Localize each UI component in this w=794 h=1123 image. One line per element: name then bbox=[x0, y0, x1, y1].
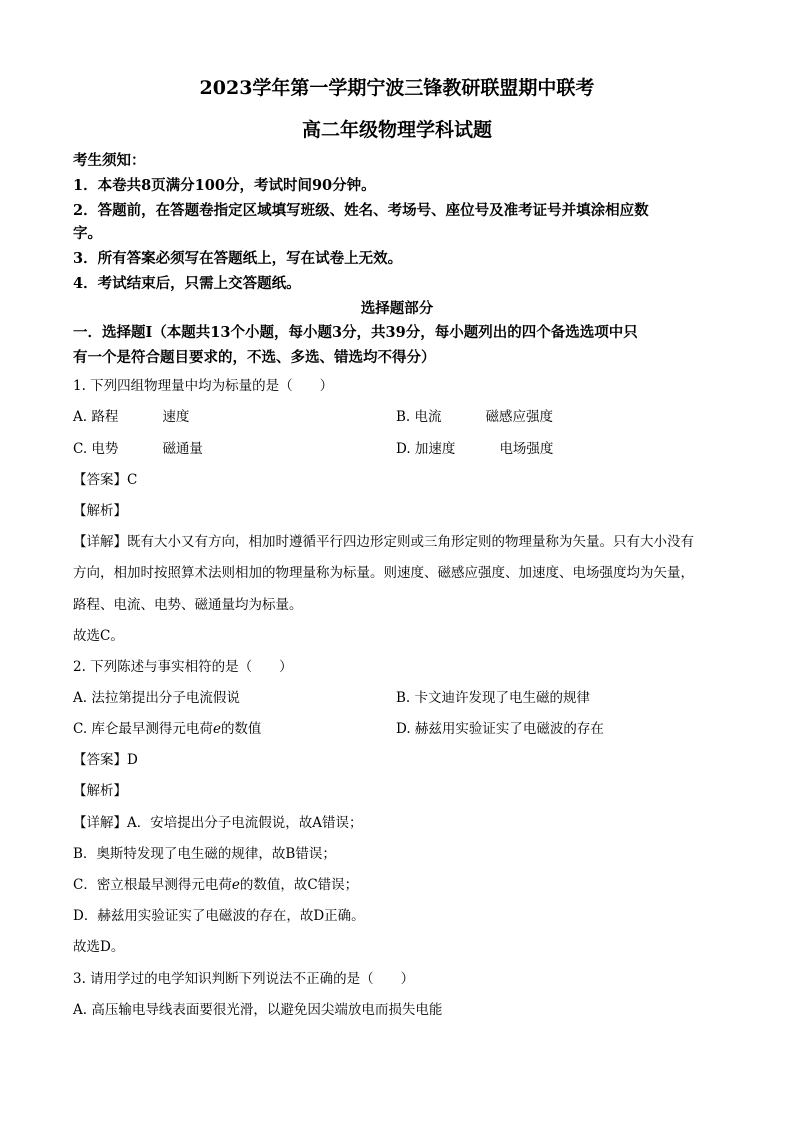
q1-analysis: 【解析】 bbox=[73, 503, 127, 519]
q2-detail-c bbox=[73, 873, 358, 893]
q3-option-a: A. 高压输电导线表面要很光滑，以避免因尖端放电而损失电能 bbox=[73, 1002, 443, 1018]
q2-option-c-post: 的数值 bbox=[220, 721, 262, 737]
q1-option-c bbox=[73, 437, 203, 457]
q2-detail-c-pre: C．密立根最早测得元电荷 bbox=[73, 877, 232, 893]
q1-option-c-2: 磁通量 bbox=[162, 441, 203, 457]
section-intro-1: 一．选择题Ⅰ（本题共13个小题，每小题3分，共39分，每小题列出的四个备选选项中只 bbox=[73, 324, 638, 341]
q2-option-c-var: e bbox=[212, 721, 221, 737]
q2-detail-b: B．奥斯特发现了电生磁的规律，故B错误； bbox=[73, 846, 336, 862]
notice-item-4: 4．考试结束后，只需上交答题纸。 bbox=[73, 275, 301, 292]
q1-conclusion: 故选C。 bbox=[73, 628, 124, 644]
section-intro-2: 有一个是符合题目要求的，不选、多选、错选均不得分） bbox=[73, 349, 436, 366]
q2-option-a: A. 法拉第提出分子电流假说 bbox=[73, 690, 240, 706]
q1-detail-2: 方向，相加时按照算术法则相加的物理量称为标量。则速度、磁感应强度、加速度、电场强度均为矢量， bbox=[73, 565, 694, 581]
q1-detail-1: 【详解】既有大小又有方向，相加时遵循平行四边形定则或三角形定则的物理量称为矢量。只有大小没有 bbox=[73, 534, 694, 550]
q2-detail-c-post: 的数值，故C错误； bbox=[239, 877, 359, 893]
q1-option-a-1: A. 路程 bbox=[73, 409, 119, 425]
q2-detail-d: D．赫兹用实验证实了电磁波的存在，故D正确。 bbox=[73, 908, 365, 924]
q2-detail-a: 【详解】A．安培提出分子电流假说，故A错误； bbox=[73, 815, 363, 831]
notice-item-3: 3．所有答案必须写在答题纸上，写在试卷上无效。 bbox=[73, 250, 403, 267]
exam-title: 2023学年第一学期宁波三锋教研联盟期中联考 bbox=[199, 77, 595, 99]
notice-item-2: 2．答题前，在答题卷指定区域填写班级、姓名、考场号、座位号及准考证号并填涂相应数 bbox=[73, 202, 649, 219]
q2-option-d: D. 赫兹用实验证实了电磁波的存在 bbox=[396, 721, 604, 737]
q2-analysis: 【解析】 bbox=[73, 783, 127, 799]
q1-option-d-2: 电场强度 bbox=[499, 441, 554, 457]
q1-option-b bbox=[396, 405, 553, 425]
q1-option-a bbox=[73, 405, 189, 425]
q1-option-b-1: B. 电流 bbox=[396, 409, 442, 425]
q2-option-c bbox=[73, 717, 261, 737]
notice-heading: 考生须知： bbox=[73, 152, 146, 169]
q1-option-c-1: C. 电势 bbox=[73, 441, 119, 457]
notice-item-2-cont: 字。 bbox=[73, 225, 102, 242]
section-heading: 选择题部分 bbox=[360, 300, 434, 317]
q2-conclusion: 故选D。 bbox=[73, 939, 125, 955]
q1-option-d-1: D. 加速度 bbox=[396, 441, 456, 457]
q2-detail-c-var: e bbox=[231, 877, 240, 893]
q2-option-b: B. 卡文迪许发现了电生磁的规律 bbox=[396, 690, 591, 706]
exam-subtitle: 高二年级物理学科试题 bbox=[301, 119, 492, 141]
q2-answer: 【答案】D bbox=[73, 752, 138, 768]
q1-option-d bbox=[396, 437, 553, 457]
q1-stem: 1. 下列四组物理量中均为标量的是（ ） bbox=[73, 378, 334, 394]
q3-stem: 3. 请用学过的电学知识判断下列说法不正确的是（ ） bbox=[73, 971, 415, 987]
notice-item-1: 1．本卷共8页满分100分，考试时间90分钟。 bbox=[73, 177, 376, 194]
q2-option-c-pre: C. 库仑最早测得元电荷 bbox=[73, 721, 213, 737]
q1-answer: 【答案】C bbox=[73, 472, 138, 488]
q1-detail-3: 路程、电流、电势、磁通量均为标量。 bbox=[73, 597, 303, 613]
q2-stem: 2. 下列陈述与事实相符的是（ ） bbox=[73, 659, 293, 675]
q1-option-a-2: 速度 bbox=[162, 409, 190, 425]
q1-option-b-2: 磁感应强度 bbox=[485, 409, 554, 425]
